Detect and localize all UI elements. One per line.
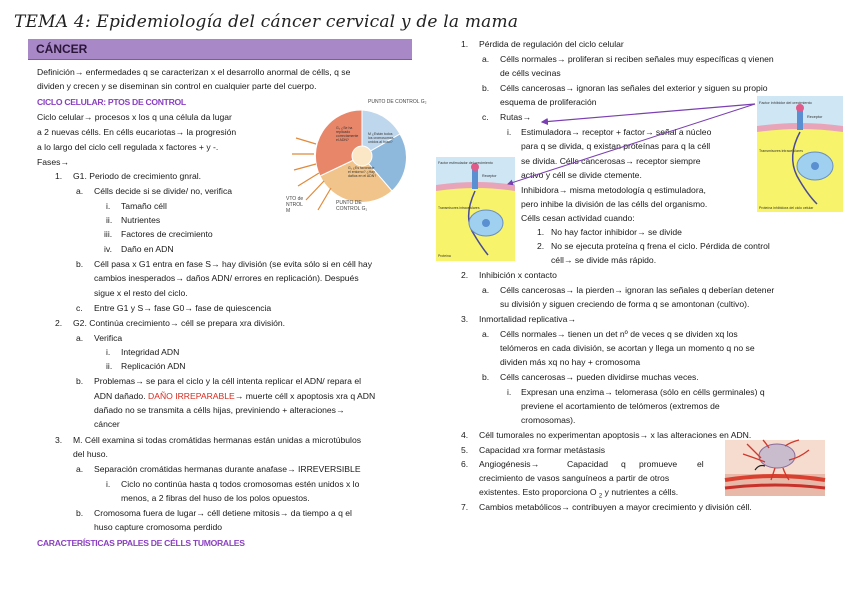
transmitters-label: Transmisores intracelulares (759, 149, 804, 153)
item6-line-1: Angiogénesis→ Capacidad q promueve el (479, 459, 704, 469)
list-num: 6. (461, 459, 469, 469)
list-num: 3. (461, 314, 469, 324)
m-b-line-2: huso capture cromosoma perdido (94, 522, 223, 532)
item2-heading: Inhibición x contacto (479, 270, 557, 280)
list-letter: b. (76, 259, 84, 269)
list-num: 4. (461, 430, 469, 440)
arrow-to-rutas-icon (542, 104, 755, 122)
arrow-to-inhibidora-icon (508, 104, 755, 184)
g2-b-line-2: ADN dañado. DAÑO IRREPARABLE→ muerte céll x apoptosis xra q ADN (94, 391, 376, 401)
m-b-line-1: Cromosoma fuera de lugar→ céll detiene mitosis→ da tiempo a q el (94, 508, 352, 518)
g2-b-line-4: cáncer (94, 419, 120, 429)
rutas-label: Rutas→ (500, 112, 532, 122)
ciclo-line-1: Ciclo celular→ procesos x los q una célula da lugar (37, 112, 232, 122)
annotation-arrows (500, 100, 762, 190)
list-roman: iv. (104, 244, 112, 254)
m-a-i-line-2: menos, a 2 fibras del huso de los polos opuestos. (121, 493, 310, 503)
item5-line: Capacidad xra formar metástasis (479, 445, 606, 455)
inhibidora-line-1: Inhibidora→ misma metodología q estimuladora, (521, 185, 706, 195)
list-num: 2. (55, 318, 63, 328)
angiogenesis-figure (725, 440, 825, 496)
item6-line-2: crecimiento de vasos sanguíneos a partir de otros (479, 473, 670, 483)
heading-caracteristicas: CARACTERÍSTICAS PPALES DE CÉLLS TUMORALES (37, 538, 245, 548)
list-roman: i. (507, 127, 512, 137)
danger-text: DAÑO IRREPARABLE (148, 391, 235, 401)
list-letter: b. (482, 372, 490, 382)
item1-b-line-2: esquema de proliferación (500, 97, 597, 107)
list-item: Nutrientes (121, 215, 161, 225)
seg-g1-text: G₁ ¿Es favorable el entorno? ¿Hay daños en el ADN? (348, 166, 377, 178)
list-letter: c. (76, 303, 83, 313)
item1-b-line-1: Célls cancerosas→ ignoran las señales del exterior y siguen su propio (500, 83, 768, 93)
m-heading-line-1: M. Céll examina si todas cromátidas hermanas están unidas a microtúbulos (73, 435, 362, 445)
g2-b-line-3: dañado no se transmita a célls hijas, previniendo + alteraciones→ (94, 405, 345, 415)
list-letter: b. (76, 376, 84, 386)
item3-b-line: Célls cancerosas→ pueden dividirse muchas veces. (500, 372, 699, 382)
seg-g2-text: G₂ ¿Se ha replicado correctamente el ADN? (336, 126, 359, 142)
list-roman: i. (106, 479, 111, 489)
estimuladora-line-3: se divida. Célls cancerosas→ receptor siempre (521, 156, 701, 166)
list-num: 1. (55, 171, 63, 181)
receptor-label: Receptor (482, 174, 497, 178)
cell-cycle-figure (286, 96, 427, 220)
page-title: TEMA 4: Epidemiología del cáncer cervical y de la mama (14, 12, 519, 32)
item3-a-line-3: dividen más xq no hay + cromosoma (500, 357, 641, 367)
list-item: Tamaño céll (121, 201, 167, 211)
inhibitor-factor-label: Factor inhibidor del crecimiento (759, 101, 812, 105)
definition-line-2: dividen y crecen y se diseminan sin control en cualquier parte del cuerpo. (37, 81, 317, 91)
inhibidora-sub-1: No hay factor inhibidor→ se divide (551, 227, 682, 237)
checkpoint-g1-label: PUNTO DE CONTROL G₁ (336, 200, 368, 212)
item4-line: Céll tumorales no experimentan apoptosis→ x las alteraciones en ADN. (479, 430, 752, 440)
list-num: 2. (461, 270, 469, 280)
g2-verifica: Verifica (94, 333, 123, 343)
ciclo-line-2: a 2 nuevas célls. En célls eucariotas→ la progresión (37, 127, 237, 137)
receptor-label: Receptor (807, 115, 823, 119)
list-roman: iii. (104, 229, 113, 239)
list-roman: ii. (106, 215, 113, 225)
item3-a-line-1: Célls normales→ tienen un det nº de veces q se dividen xq los (500, 329, 738, 339)
list-item: Integridad ADN (121, 347, 180, 357)
estimuladora-line-4: activo y céll se divide ctemente. (521, 170, 642, 180)
list-letter: a. (482, 329, 490, 339)
item7-line: Cambios metabólicos→ contribuyen a mayor crecimiento y división céll. (479, 502, 752, 512)
item2-a-line-2: su división y siguen creciendo de forma q se amontonan (cultivo). (500, 299, 750, 309)
checkpoint-m-label: VTO de NTROL M (286, 196, 304, 214)
list-item: Daño en ADN (121, 244, 174, 254)
list-num: 7. (461, 502, 469, 512)
g1-b-line-2: cambios inesperados→ daños ADN/ errores en replicación). Después (94, 273, 359, 283)
estimuladora-line-1: Estimuladora→ receptor + factor→ señal a núcleo (521, 127, 712, 137)
list-roman: i. (106, 201, 111, 211)
g1-b-line-3: sigue x el resto del ciclo. (94, 288, 188, 298)
inhibitor-protein-label: Proteína inhibidora del ciclo celular (759, 206, 814, 210)
item1-a-line-2: de célls vecinas (500, 68, 561, 78)
checkpoint-g2-label: PUNTO DE CONTROL G₂ (368, 99, 427, 105)
list-letter: a. (482, 285, 490, 295)
list-roman: i. (507, 387, 512, 397)
m-a-i-line-1: Ciclo no continúa hasta q todos cromosomas estén unidos x lo (121, 479, 360, 489)
stimulator-factor-label: Factor estimulador del crecimiento (438, 161, 493, 165)
telomerasa-line-3: cromosomas). (521, 415, 576, 425)
list-roman: i. (106, 347, 111, 357)
g1-c-line: Entre G1 y S→ fase G0→ fase de quiescencia (94, 303, 272, 313)
inhibidora-sub-2-line-2: céll→ se divide más rápido. (551, 255, 657, 265)
list-letter: a. (76, 186, 84, 196)
g2-heading: G2. Continúa crecimiento→ céll se prepara xra división. (73, 318, 286, 328)
telomerasa-line-1: Expresan una enzima→ telomerasa (sólo en célls germinales) q (521, 387, 765, 397)
transmitters-label: Transmisores intracelulares (438, 206, 480, 210)
item1-a-line-1: Célls normales→ proliferan si reciben señales muy específicas q vienen (500, 54, 774, 64)
item3-heading: Inmortalidad replicativa→ (479, 314, 576, 324)
definition-line-1: Definición→ enfermedades q se caracterizan x el desarrollo anormal de célls, q se (37, 67, 351, 77)
inhibidora-line-3: Célls cesan actividad cuando: (521, 213, 635, 223)
estimuladora-line-2: para q se divida, q existan proteínas para q la céll (521, 141, 711, 151)
g1-heading: G1. Periodo de crecimiento gnral. (73, 171, 202, 181)
list-num: 1. (537, 227, 545, 237)
protein-label: Proteína (438, 254, 451, 258)
list-num: 3. (55, 435, 63, 445)
inhibitory-pathway-figure (757, 96, 843, 212)
g1-b-line-1: Céll pasa x G1 entra en fase S→ hay división (se evita sólo si en céll hay (94, 259, 373, 269)
section-header: CÁNCER (36, 42, 88, 56)
list-letter: a. (76, 333, 84, 343)
m-heading-line-2: del huso. (73, 449, 108, 459)
ciclo-line-3: a lo largo del ciclo cell regulada x factores + y -. (37, 142, 219, 152)
telomerasa-line-2: previene el acortamiento de telómeros (extremos de (521, 401, 720, 411)
list-num: 1. (461, 39, 469, 49)
list-num: 2. (537, 241, 545, 251)
list-letter: a. (76, 464, 84, 474)
item2-a-line-1: Célls cancerosas→ la pierden→ ignoran las señales q deberían detener (500, 285, 775, 295)
g2-b-line-1: Problemas→ se para el ciclo y la céll intenta replicar el ADN/ repara el (94, 376, 362, 386)
seg-m-text: M ¿Están todos los cromosomas unidos al huso? (368, 132, 394, 144)
list-num: 5. (461, 445, 469, 455)
item6-line-3: existentes. Esto proporciona O $_2$ y nutrientes a célls. (479, 487, 679, 500)
item1-heading: Pérdida de regulación del ciclo celular (479, 39, 624, 49)
fases-label: Fases→ (37, 157, 69, 167)
item3-a-line-2: telómeros en cada división, se acortan y llega un momento q no se (500, 343, 755, 353)
inhibidora-line-2: pero inhibe la división de las célls del organismo. (521, 199, 708, 209)
list-letter: b. (76, 508, 84, 518)
list-letter: c. (482, 112, 489, 122)
list-item: Replicación ADN (121, 361, 186, 371)
list-roman: ii. (106, 361, 113, 371)
g1-verifica: Célls decide si se divide/ no, verifica (94, 186, 233, 196)
list-letter: b. (482, 83, 490, 93)
heading-ciclo-celular: CICLO CELULAR: PTOS DE CONTROL (37, 97, 186, 107)
list-letter: a. (482, 54, 490, 64)
list-item: Factores de crecimiento (121, 229, 213, 239)
inhibidora-sub-2-line-1: No se ejecuta proteína q frena el ciclo. Pérdida de control (551, 241, 770, 251)
section-header-bar (28, 39, 412, 60)
m-a-line: Separación cromátidas hermanas durante anafase→ IRREVERSIBLE (94, 464, 361, 474)
